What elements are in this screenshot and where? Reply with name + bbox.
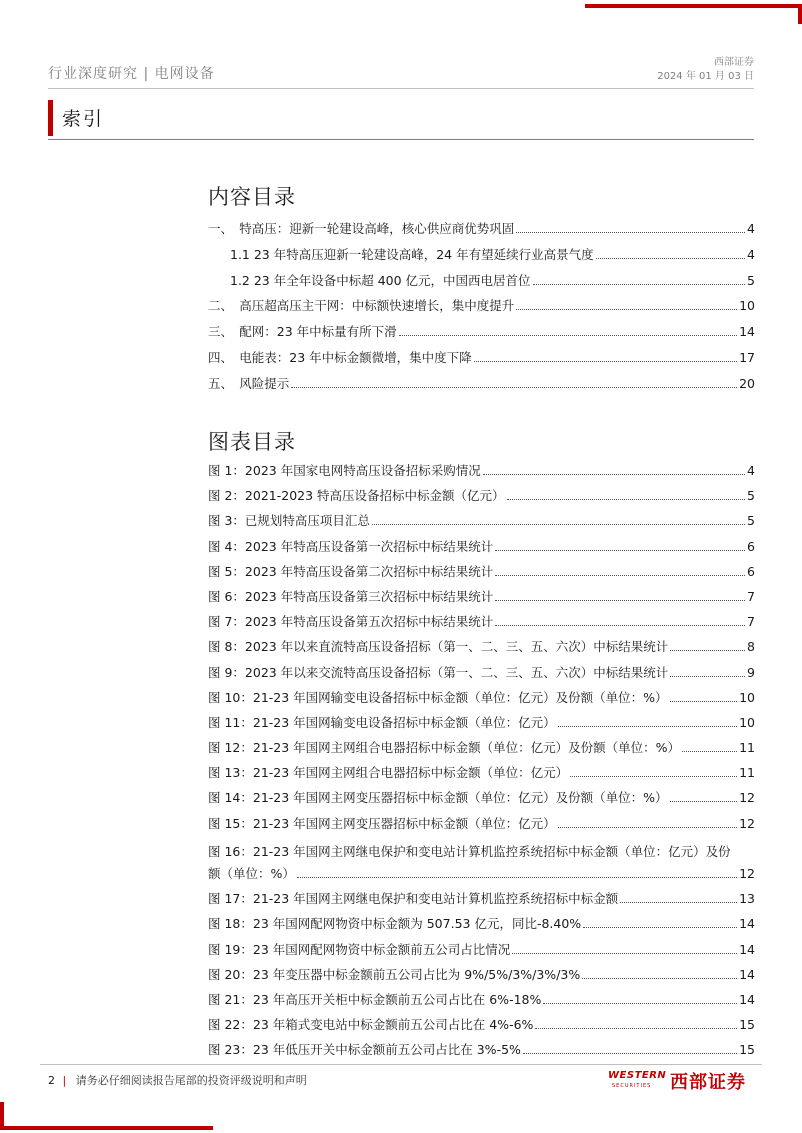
- toc-entry[interactable]: [208, 245, 755, 271]
- entry-label: 四、 电能表：23 年中标金额微增，集中度下降: [208, 349, 472, 365]
- entry-label: 图 22：23 年箱式变电站中标金额前五公司占比在 4%-6%: [208, 1017, 534, 1033]
- entry-label: 图 19：23 年国网配网物资中标金额前五公司占比情况: [208, 941, 511, 957]
- section-marker: [48, 100, 53, 136]
- toc-entry[interactable]: [208, 374, 755, 400]
- figure-entry[interactable]: [208, 864, 755, 889]
- figure-entry[interactable]: [208, 1040, 755, 1065]
- entry-page-number: 11: [739, 765, 755, 781]
- dot-leader: [533, 284, 746, 285]
- logo-wordmark-en: WESTERN: [608, 1070, 667, 1081]
- figure-entry[interactable]: [208, 1015, 755, 1040]
- dot-leader: [516, 232, 745, 233]
- entry-label: 图 7：2023 年特高压设备第五次招标中标结果统计: [208, 614, 494, 630]
- dot-leader: [372, 524, 745, 525]
- dot-leader: [495, 575, 745, 576]
- dot-leader: [495, 625, 745, 626]
- footer-divider: [40, 1064, 762, 1065]
- toc-entry[interactable]: [208, 219, 755, 245]
- dot-leader: [483, 474, 745, 475]
- dot-leader: [507, 499, 746, 500]
- entry-page-number: 6: [747, 563, 755, 579]
- entry-page-number: 13: [739, 891, 755, 907]
- entry-label: 图 12：21-23 年国网主网组合电器招标中标金额（单位：亿元）及份额（单位：%）: [208, 740, 681, 756]
- dot-leader: [297, 877, 737, 878]
- dot-leader: [495, 550, 745, 551]
- entry-page-number: 5: [747, 513, 755, 529]
- top-accent-corner: [798, 4, 802, 24]
- dot-leader: [670, 701, 738, 702]
- entry-page-number: 14: [739, 916, 755, 932]
- entry-page-number: 14: [739, 991, 755, 1007]
- entry-label: 一、 特高压：迎新一轮建设高峰，核心供应商优势巩固: [208, 221, 515, 236]
- entry-page-number: 7: [747, 588, 755, 604]
- entry-label: 图 17：21-23 年国网主网继电保护和变电站计算机监控系统招标中标金额: [208, 891, 619, 907]
- entry-page-number: 8: [747, 639, 755, 655]
- entry-label: 二、 高压超高压主干网：中标额快速增长，集中度提升: [208, 298, 515, 314]
- entry-label: 图 1：2023 年国家电网特高压设备招标采购情况: [208, 463, 481, 478]
- dot-leader: [670, 676, 745, 677]
- page-number: 2: [48, 1074, 55, 1087]
- dot-leader: [596, 258, 745, 259]
- entry-page-number: 14: [739, 324, 755, 340]
- figure-entry[interactable]: [208, 612, 755, 637]
- figure-entry[interactable]: [208, 562, 755, 587]
- figure-entry[interactable]: [208, 940, 755, 965]
- entry-label: 图 21：23 年高压开关柜中标金额前五公司占比在 6%-18%: [208, 991, 542, 1007]
- entry-page-number: 5: [747, 488, 755, 504]
- entry-page-number: 17: [739, 349, 755, 365]
- figure-entry[interactable]: [208, 663, 755, 688]
- entry-page-number: 14: [739, 966, 755, 982]
- entry-page-number: 10: [739, 714, 755, 730]
- figure-entry[interactable]: [208, 511, 755, 536]
- figure-entry[interactable]: [208, 990, 755, 1015]
- top-accent-bar: [585, 4, 802, 8]
- toc-entry[interactable]: [208, 322, 755, 348]
- dot-leader: [582, 978, 737, 979]
- entry-label: 图 6：2023 年特高压设备第三次招标中标结果统计: [208, 588, 494, 604]
- entry-label: 图 10：21-23 年国网输变电设备招标中标金额（单位：亿元）及份额（单位：%）: [208, 689, 668, 705]
- dot-leader: [620, 902, 737, 903]
- entry-label: 图 3：已规划特高压项目汇总: [208, 513, 370, 529]
- toc-heading: 内容目录: [208, 185, 296, 209]
- dot-leader: [516, 309, 737, 310]
- entry-page-number: 4: [747, 463, 755, 478]
- toc-entry[interactable]: [208, 271, 755, 297]
- figure-list: [208, 461, 755, 1066]
- dot-leader: [670, 801, 738, 802]
- figure-entry[interactable]: [208, 688, 755, 713]
- toc-entry[interactable]: [208, 348, 755, 374]
- figure-entry[interactable]: [208, 486, 755, 511]
- figure-entry[interactable]: [208, 914, 755, 939]
- dot-leader: [512, 953, 737, 954]
- figure-entry[interactable]: [208, 763, 755, 788]
- figure-entry[interactable]: [208, 461, 755, 486]
- dot-leader: [558, 827, 737, 828]
- dot-leader: [670, 650, 745, 651]
- entry-label: 图 11：21-23 年国网输变电设备招标中标金额（单位：亿元）: [208, 714, 556, 730]
- entry-label: 图 15：21-23 年国网主网变压器招标中标金额（单位：亿元）: [208, 815, 556, 831]
- entry-page-number: 7: [747, 614, 755, 630]
- figure-entry[interactable]: [208, 889, 755, 914]
- figure-entry[interactable]: [208, 587, 755, 612]
- entry-label: 图 9：2023 年以来交流特高压设备招标（第一、二、三、五、六次）中标结果统计: [208, 664, 669, 680]
- figure-list-heading: 图表目录: [208, 430, 296, 454]
- dot-leader: [399, 335, 737, 336]
- footer-disclaimer: 请务必仔细阅读报告尾部的投资评级说明和声明: [75, 1074, 307, 1087]
- entry-label: 图 23：23 年低压开关中标金额前五公司占比在 3%-5%: [208, 1042, 521, 1058]
- bottom-accent-corner: [0, 1102, 4, 1130]
- entry-label: 图 20：23 年变压器中标金额前五公司占比为 9%/5%/3%/3%/3%: [208, 966, 581, 982]
- header-divider: [48, 88, 754, 89]
- logo-wordmark-sub: SECURITIES: [612, 1083, 652, 1089]
- dot-leader: [291, 387, 737, 388]
- entry-label: 1.2 23 年全年设备中标超 400 亿元，中国西电居首位: [230, 272, 531, 288]
- toc-list: [208, 219, 755, 400]
- figure-entry[interactable]: [208, 965, 755, 990]
- dot-leader: [495, 600, 745, 601]
- entry-label: 图 18：23 年国网配网物资中标金额为 507.53 亿元，同比-8.40%: [208, 916, 582, 932]
- entry-page-number: 5: [747, 272, 755, 288]
- dot-leader: [543, 1003, 737, 1004]
- entry-page-number: 4: [747, 221, 755, 236]
- company-logo: [608, 1066, 758, 1096]
- footer-text: [48, 1072, 307, 1088]
- figure-entry[interactable]: [208, 738, 755, 763]
- figure-entry-line[interactable]: 图 16：21-23 年国网主网继电保护和变电站计算机监控系统招标中标金额（单位：亿元）及份: [208, 843, 731, 859]
- entry-label: 图 5：2023 年特高压设备第二次招标中标结果统计: [208, 563, 494, 579]
- entry-page-number: 15: [739, 1017, 755, 1033]
- section-divider: [48, 139, 754, 140]
- entry-page-number: 12: [739, 866, 755, 881]
- dot-leader: [583, 927, 737, 928]
- entry-page-number: 9: [747, 664, 755, 680]
- entry-label: 图 4：2023 年特高压设备第一次招标中标结果统计: [208, 538, 494, 554]
- entry-page-number: 12: [739, 790, 755, 806]
- report-category: 行业深度研究 | 电网设备: [48, 66, 215, 82]
- header-meta: [657, 56, 754, 84]
- header-company: 西部证券: [714, 57, 754, 68]
- dot-leader: [682, 751, 737, 752]
- entry-label: 图 8：2023 年以来直流特高压设备招标（第一、二、三、五、六次）中标结果统计: [208, 639, 669, 655]
- figure-entry[interactable]: [208, 537, 755, 562]
- section-title: 索引: [62, 108, 105, 130]
- footer-separator: |: [62, 1074, 67, 1087]
- entry-page-number: 15: [739, 1042, 755, 1058]
- entry-label: 三、 配网：23 年中标量有所下滑: [208, 324, 397, 340]
- entry-label: 额（单位：%）: [208, 866, 295, 881]
- figure-entry[interactable]: [208, 814, 755, 839]
- entry-label: 图 14：21-23 年国网主网变压器招标中标金额（单位：亿元）及份额（单位：%）: [208, 790, 668, 806]
- entry-page-number: 6: [747, 538, 755, 554]
- entry-page-number: 12: [739, 815, 755, 831]
- dot-leader: [474, 361, 737, 362]
- header-date: 2024 年 01 月 03 日: [657, 71, 754, 82]
- toc-entry[interactable]: [208, 296, 755, 322]
- entry-page-number: 10: [739, 298, 755, 314]
- figure-entry[interactable]: [208, 637, 755, 662]
- figure-entry[interactable]: [208, 788, 755, 813]
- entry-page-number: 10: [739, 689, 755, 705]
- dot-leader: [558, 726, 737, 727]
- entry-page-number: 14: [739, 941, 755, 957]
- entry-label: 1.1 23 年特高压迎新一轮建设高峰，24 年有望延续行业高景气度: [230, 246, 594, 262]
- entry-page-number: 20: [739, 375, 755, 391]
- entry-page-number: 11: [739, 740, 755, 756]
- dot-leader: [523, 1053, 737, 1054]
- bottom-accent-bar: [0, 1126, 213, 1130]
- entry-page-number: 4: [747, 246, 755, 262]
- logo-wordmark-cn: 西部证券: [670, 1072, 746, 1093]
- dot-leader: [570, 776, 737, 777]
- entry-label: 图 2：2021-2023 特高压设备招标中标金额（亿元）: [208, 488, 505, 504]
- figure-entry[interactable]: [208, 713, 755, 738]
- entry-label: 五、 风险提示: [208, 375, 290, 391]
- entry-label: 图 13：21-23 年国网主网组合电器招标中标金额（单位：亿元）: [208, 765, 569, 781]
- dot-leader: [535, 1028, 737, 1029]
